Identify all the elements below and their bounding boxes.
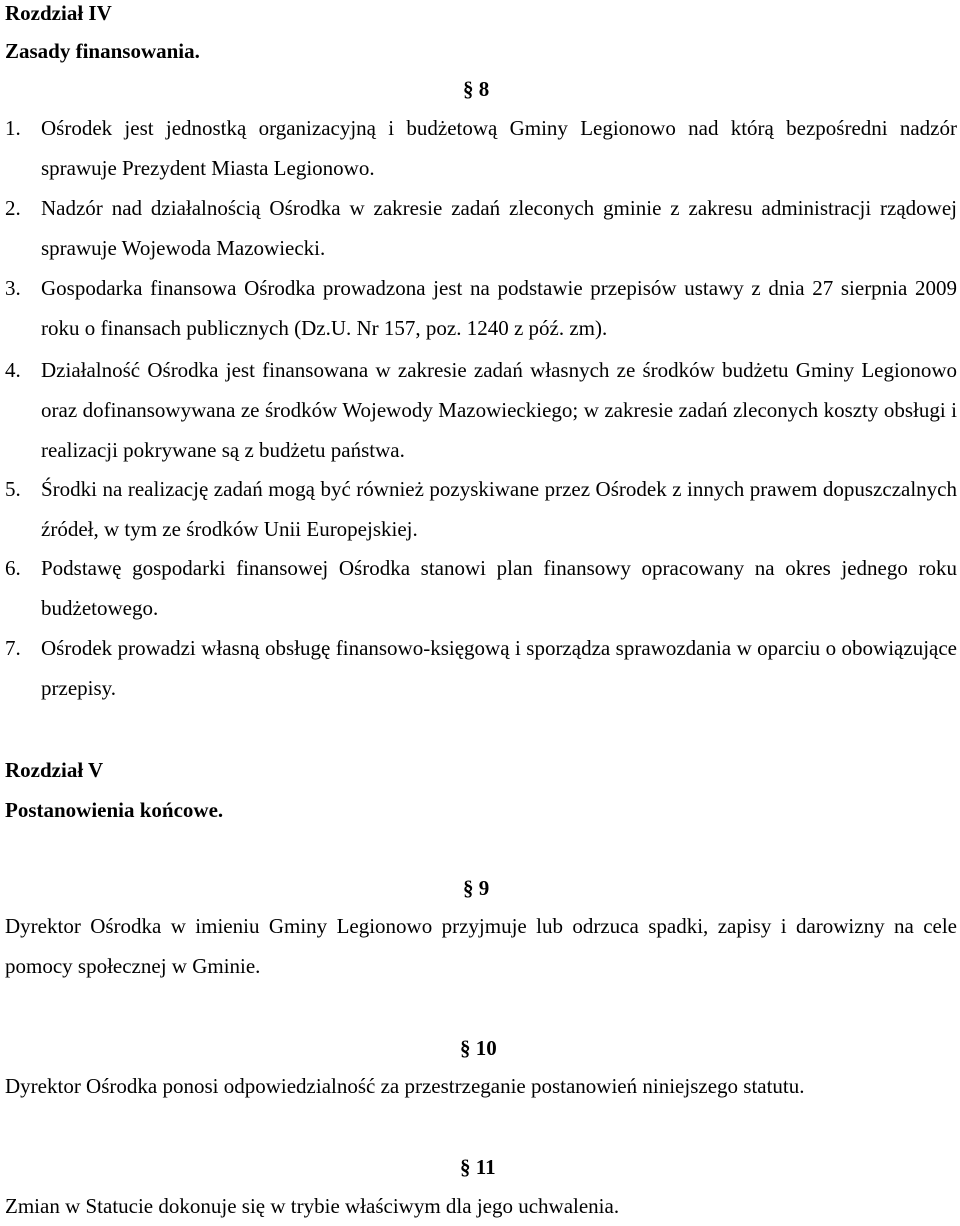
item-number: 4.: [5, 358, 21, 382]
item-number: 7.: [5, 636, 21, 660]
list-item: [5, 268, 957, 348]
list-item: [5, 188, 957, 268]
chapter-subtitle: Zasady finansowania.: [5, 39, 200, 63]
list-item: [5, 628, 957, 708]
section-mark: § 11: [460, 1155, 496, 1179]
chapter-title: Rozdział V: [5, 758, 104, 782]
item-number: 6.: [5, 556, 21, 580]
section-text: Zmian w Statucie dokonuje się w trybie właściwym dla jego uchwalenia.: [5, 1194, 620, 1218]
list-item: [5, 469, 957, 549]
section-text: Dyrektor Ośrodka ponosi odpowiedzialność za przestrzeganie postanowień niniejszego statutu.: [5, 1074, 805, 1098]
section-mark: § 9: [463, 876, 490, 900]
item-number: 5.: [5, 477, 21, 501]
item-text: Podstawę gospodarki finansowej Ośrodka stanowi plan finansowy opracowany na okres jednego roku budżetowego.: [41, 556, 957, 620]
chapter-title: Rozdział IV: [5, 1, 112, 25]
list-item: [5, 350, 957, 470]
item-number: 1.: [5, 116, 21, 140]
section-mark: § 10: [460, 1036, 497, 1060]
item-text: Działalność Ośrodka jest finansowana w zakresie zadań własnych ze środków budżetu Gminy Legionowo oraz dofinansowywana ze środków Wojewody Mazowieckiego; w zakresie zadań zleconych koszty obsługi i realizacji pokrywane są z budżetu państwa.: [41, 358, 957, 462]
section-mark: § 8: [463, 77, 490, 101]
item-number: 3.: [5, 276, 21, 300]
item-text: Gospodarka finansowa Ośrodka prowadzona jest na podstawie przepisów ustawy z dnia 27 sierpnia 2009 roku o finansach publicznych (Dz.U. Nr 157, poz. 1240 z póź. zm).: [41, 276, 957, 340]
item-text: Nadzór nad działalnością Ośrodka w zakresie zadań zleconych gminie z zakresu administracji rządowej sprawuje Wojewoda Mazowiecki.: [41, 196, 957, 260]
list-item: [5, 548, 957, 628]
item-text: Ośrodek prowadzi własną obsługę finansowo-księgową i sporządza sprawozdania w oparciu o obowiązujące przepisy.: [41, 636, 957, 700]
section-text: Dyrektor Ośrodka w imieniu Gminy Legionowo przyjmuje lub odrzuca spadki, zapisy i darowizny na cele pomocy społecznej w Gminie.: [5, 914, 957, 978]
item-number: 2.: [5, 196, 21, 220]
chapter-subtitle: Postanowienia końcowe.: [5, 798, 224, 822]
item-text: Środki na realizację zadań mogą być również pozyskiwane przez Ośrodek z innych prawem dopuszczalnych źródeł, w tym ze środków Unii Europejskiej.: [41, 477, 957, 541]
item-text: Ośrodek jest jednostką organizacyjną i budżetową Gminy Legionowo nad którą bezpośredni nadzór sprawuje Prezydent Miasta Legionowo.: [41, 116, 957, 180]
list-item: [5, 108, 957, 188]
